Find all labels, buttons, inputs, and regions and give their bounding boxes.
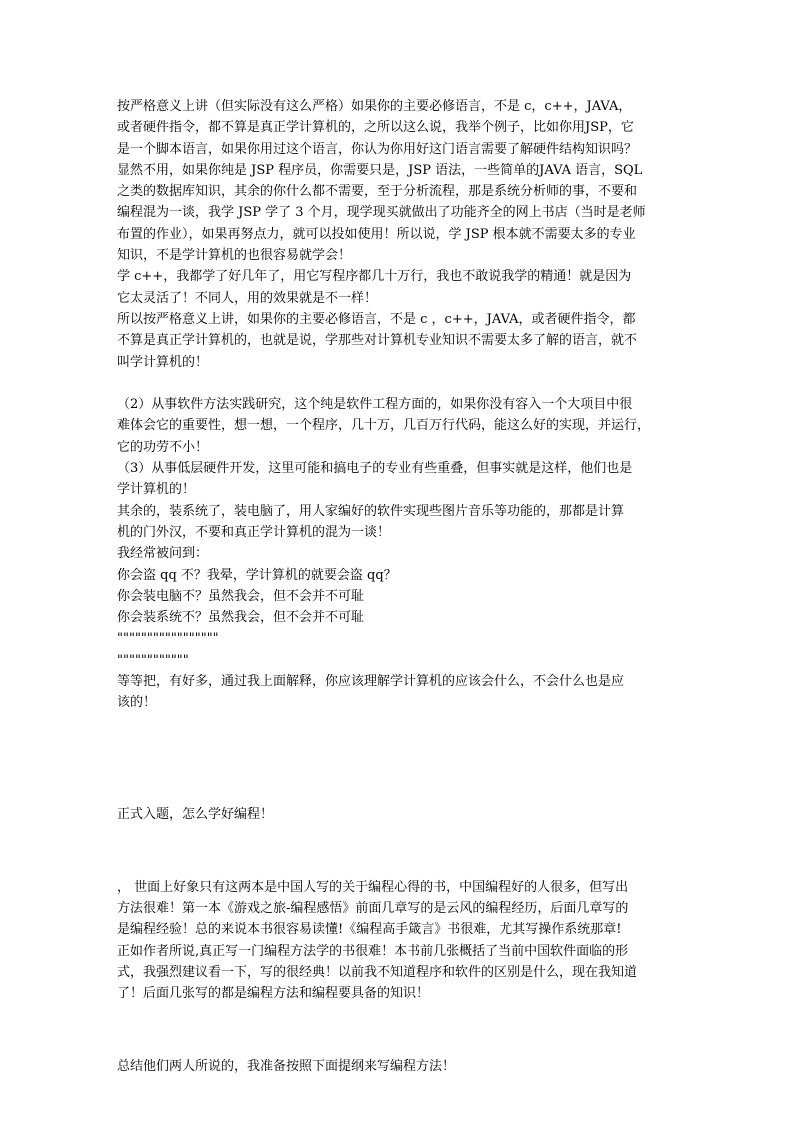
document-page [117,96,682,1077]
text-line: 正如作者所说,真正写一门编程方法学的书很难！本书前几张概括了当前中国软件面临的形 [117,943,629,959]
paragraph-hardware [117,458,682,501]
text-line: 编程混为一谈，我学 JSP 学了 3 个月，现学现买就做出了功能齐全的网上书店（当时是老师 [117,205,646,221]
paragraph-cpp [117,266,682,309]
text-line: ， 世面上好象只有这两本是中国人写的关于编程心得的书，中国编程好的人很多，但写出 [117,879,629,895]
text-line: 它的功劳不小！ [117,439,209,455]
text-line: 方法很难！第一本《游戏之旅-编程感悟》前面几章写的是云风的编程经历，后面几章写的 [117,901,629,917]
text-line: 它太灵活了！不同人，用的效果就是不一样！ [117,290,378,306]
text-line: 所以按严格意义上讲，如果你的主要必修语言，不是 c ，c++，JAVA，或者硬件指令，都 [117,311,636,327]
text-line: 之类的数据库知识，其余的你什么都不需要，至于分析流程，那是系统分析师的事，不要和 [117,184,638,200]
text-line: 或者硬件指令，都不算是真正学计算机的，之所以这么说，我举个例子，比如你用JSP，它 [117,120,634,136]
text-line: （2）从事软件方法实践研究，这个纯是软件工程方面的，如果你没有容入一个大项目中很 [117,397,633,413]
text-line: 难体会它的重要性，想一想，一个程序，几十万，几百万行代码，能这么好的实现，并运行， [117,418,651,434]
spacer [117,1035,682,1056]
text-line: 学计算机的！ [117,482,196,498]
text-line: 你会盗 qq 不？我晕，学计算机的就要会盗 qq？ [117,567,397,583]
text-line: 了！后面几张写的都是编程方法和编程要具备的知识！ [117,986,430,1002]
paragraph-etc [117,671,682,714]
question-list [117,543,682,671]
text-line: 显然不用，如果你纯是 JSP 程序员，你需要只是，JSP 语法，一些简单的JAVA 语言，SQL [117,162,643,178]
text-line: 其余的，装系统了，装电脑了，用人家编好的软件实现些图片音乐等功能的，那都是计算 [117,503,625,519]
text-line: 不算是真正学计算机的，也就是说，学那些对计算机专业知识不需要太多了解的语言，就不 [117,333,638,349]
spacer [117,1005,682,1035]
text-line: （3）从事低层硬件开发，这里可能和搞电子的专业有些重叠，但事实就是这样，他们也是 [117,461,633,477]
spacer [117,714,682,762]
paragraph-books [117,877,682,1005]
text-line: 机的门外汉，不要和真正学计算机的混为一谈！ [117,524,391,540]
text-line: 布置的作业），如果再努点力，就可以投如使用！所以说，学 JSP 根本就不需要太多的专业 [117,226,636,242]
text-line: """"""""""""""""" [117,631,219,647]
paragraph-others [117,501,682,544]
text-line: """""""""""" [117,652,189,668]
text-line: 按严格意义上讲（但实际没有这么严格）如果你的主要必修语言，不是 c，c++，JAVA， [117,99,632,114]
spacer [117,783,682,804]
text-line: 你会装系统不？虽然我会，但不会并不可耻 [117,610,365,626]
text-line: 知识，不是学计算机的也很容易就学会！ [117,248,352,264]
spacer [117,373,682,394]
text-line: 是一个脚本语言，如果你用过这个语言，你认为你用好这门语言需要了解硬件结构知识吗？ [117,141,638,157]
summary-line: 总结他们两人所说的，我准备按照下面提纲来写编程方法！ [117,1058,456,1074]
section-heading: 正式入题，怎么学好编程！ [117,807,274,823]
text-line: 是编程经验！总的来说本书很容易读懂!《编程高手箴言》书很难，尤其写操作系统那章! [117,922,622,938]
text-line: 你会装电脑不？虽然我会，但不会并不可耻 [117,588,365,604]
paragraph-software-method [117,394,682,458]
text-line: 叫学计算机的！ [117,354,209,370]
text-line: 等等把，有好多，通过我上面解释，你应该理解学计算机的应该会什么，不会什么也是应 [117,674,625,690]
paragraph-strict-definition [117,96,682,266]
paragraph-conclusion [117,309,682,373]
spacer [117,762,682,783]
text-line: 学 c++，我都学了好几年了，用它写程序都几十万行，我也不敢说我学的精通！就是因为 [117,269,632,285]
spacer [117,826,682,856]
text-line: 式，我强烈建议看一下，写的很经典！以前我不知道程序和软件的区别是什么，现在我知道 [117,964,638,980]
spacer [117,856,682,877]
text-line: 该的！ [117,695,157,711]
text-line: 我经常被问到： [117,546,209,562]
